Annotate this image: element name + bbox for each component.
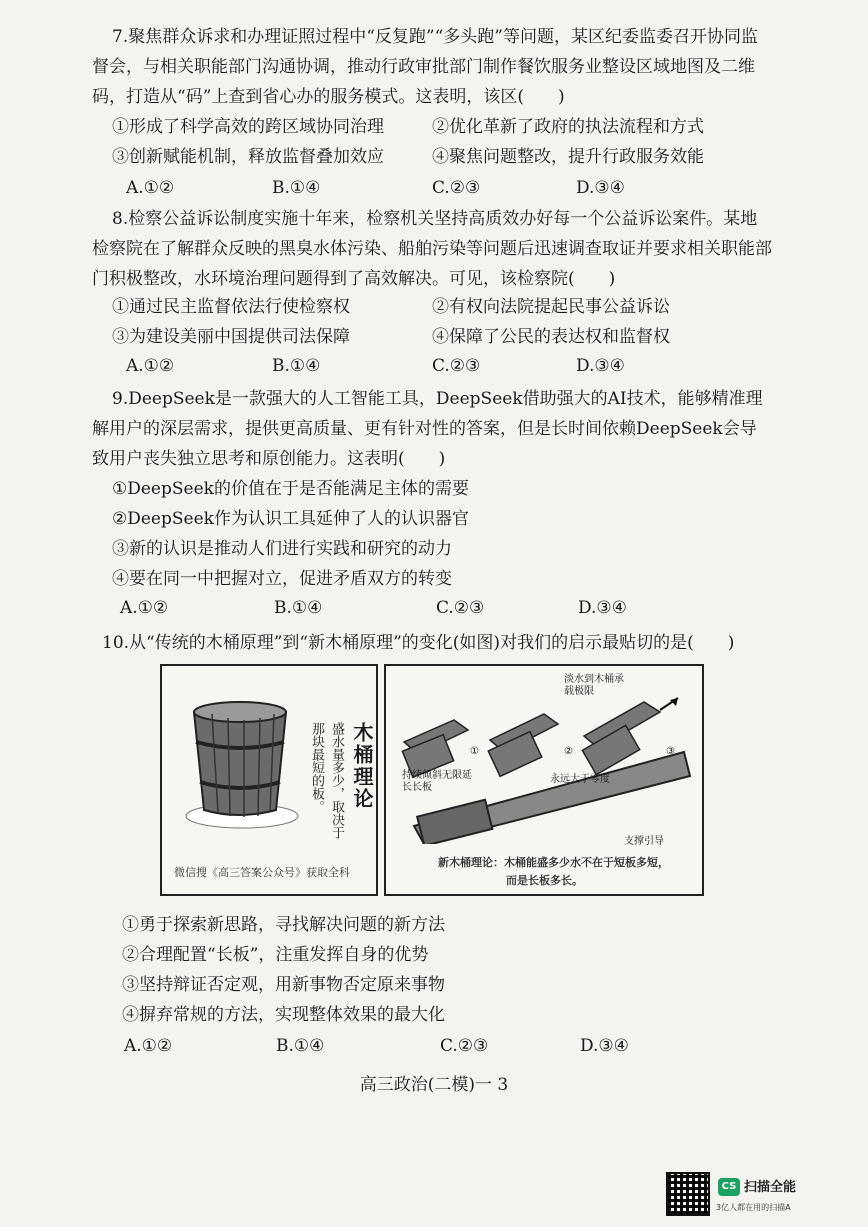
new-barrel-caption-1: 新木桶理论：木桶能盛多少水不在于短板多短， <box>438 856 669 869</box>
question-10-stem: 10.从“传统的木桶原理”到“新木桶原理”的变化(如图)对我们的启示最贴切的是( ) <box>102 633 735 653</box>
question-9-stem: 9.DeepSeek是一款强大的人工智能工具，DeepSeek借助强大的AI技术，能够精准理解用户的深层需求，提供更高质量、更有针对性的答案，但是长时间依赖DeepSeek会导致用户丧失独立思考和原创能力。这表明( ) <box>92 389 763 469</box>
question-9-option-1: ①DeepSeek的价值在于是否能满足主体的需要 <box>112 479 469 499</box>
question-8-choice-b: B.①④ <box>272 356 321 376</box>
traditional-barrel-title: 木桶理论 <box>350 722 374 810</box>
new-barrel-label-top: 淡水到木桶承载极限 <box>564 674 624 697</box>
question-8-choice-d: D.③④ <box>576 356 625 376</box>
question-7-option-2: ②优化革新了政府的执法流程和方式 <box>432 117 704 137</box>
question-7-option-4: ④聚焦问题整改，提升行政服务效能 <box>432 147 704 167</box>
barrel-theory-figure <box>160 664 704 896</box>
question-9-option-2: ②DeepSeek作为认识工具延伸了人的认识器官 <box>112 509 469 529</box>
new-barrel-step-2: ② <box>564 746 573 757</box>
question-8 <box>92 204 772 294</box>
new-barrel-step-3: ③ <box>666 746 675 757</box>
question-8-choice-a: A.①② <box>126 356 175 376</box>
new-barrel-caption-2: 而是长板多长。 <box>506 874 583 887</box>
new-barrel-panel <box>384 664 704 896</box>
question-8-option-2: ②有权向法院提起民事公益诉讼 <box>432 297 670 317</box>
new-barrel-step-1: ① <box>470 746 479 757</box>
qr-code-icon <box>666 1172 710 1216</box>
page-footer: 高三政治(二模)一 3 <box>359 1075 509 1095</box>
camscanner-name: 扫描全能 <box>744 1180 797 1195</box>
question-10-choice-b: B.①④ <box>276 1036 325 1056</box>
question-7-option-3: ③创新赋能机制，释放监督叠加效应 <box>112 147 384 167</box>
question-9 <box>92 384 772 474</box>
question-8-options <box>112 292 772 352</box>
question-10 <box>102 628 782 658</box>
question-10-option-4: ④摒弃常规的方法，实现整体效果的最大化 <box>122 1005 445 1025</box>
question-7-stem: 7.聚焦群众诉求和办理证照过程中“反复跑”“多头跑”等问题，某区纪委监委召开协同监督会，与相关职能部门沟通协调，推动行政审批部门制作餐饮服务业整设区域地图及二维码，打造从“码”上查到省心办的服务模式。这表明，该区( ) <box>92 27 758 107</box>
question-9-option-4: ④要在同一中把握对立，促进矛盾双方的转变 <box>112 569 452 589</box>
camscanner-subtitle: 3亿人都在用的扫描A <box>716 1203 791 1212</box>
new-barrel-label-left: 持续倾斜无限延长长板 <box>402 770 472 793</box>
wooden-barrel-illustration <box>172 692 302 832</box>
question-10-options <box>122 910 782 1030</box>
question-7-choice-d: D.③④ <box>576 178 625 198</box>
traditional-barrel-text-2: 那块最短的板。 <box>309 722 324 813</box>
question-7-choice-a: A.①② <box>126 178 175 198</box>
question-7 <box>92 22 772 112</box>
scanner-badge <box>666 1172 866 1220</box>
traditional-barrel-caption: 微信搜《高三答案公众号》获取全科 <box>174 866 350 879</box>
tilted-barrels-illustration <box>394 694 694 844</box>
question-10-option-1: ①勇于探索新思路，寻找解决问题的新方法 <box>122 915 445 935</box>
question-9-choice-c: C.②③ <box>436 598 485 618</box>
question-9-option-3: ③新的认识是推动人们进行实践和研究的动力 <box>112 539 452 559</box>
question-7-choice-c: C.②③ <box>432 178 481 198</box>
question-8-choice-c: C.②③ <box>432 356 481 376</box>
question-9-options <box>112 474 772 594</box>
question-9-choice-a: A.①② <box>120 598 169 618</box>
traditional-barrel-panel <box>160 664 378 896</box>
new-barrel-label-mid: 永远大于零度 <box>550 774 610 785</box>
question-8-option-4: ④保障了公民的表达权和监督权 <box>432 327 670 347</box>
question-10-choice-c: C.②③ <box>440 1036 489 1056</box>
question-8-option-1: ①通过民主监督依法行使检察权 <box>112 297 350 317</box>
question-7-options <box>112 112 772 172</box>
question-7-option-1: ①形成了科学高效的跨区域协同治理 <box>112 117 384 137</box>
traditional-barrel-text-1: 盛水量多少，取决于 <box>329 722 344 839</box>
question-9-choice-d: D.③④ <box>578 598 627 618</box>
camscanner-logo-icon: CS <box>718 1178 740 1196</box>
question-10-option-3: ③坚持辩证否定观，用新事物否定原来事物 <box>122 975 445 995</box>
question-10-choice-d: D.③④ <box>580 1036 629 1056</box>
question-7-choice-b: B.①④ <box>272 178 321 198</box>
question-9-choice-b: B.①④ <box>274 598 323 618</box>
question-10-choice-a: A.①② <box>124 1036 173 1056</box>
question-10-option-2: ②合理配置“长板”，注重发挥自身的优势 <box>122 945 429 965</box>
question-8-option-3: ③为建设美丽中国提供司法保障 <box>112 327 350 347</box>
new-barrel-label-support: 支撑引导 <box>624 836 664 847</box>
question-8-stem: 8.检察公益诉讼制度实施十年来，检察机关坚持高质效办好每一个公益诉讼案件。某地检察院在了解群众反映的黑臭水体污染、船舶污染等问题后迅速调查取证并要求相关职能部门积极整改，水环境治理问题得到了高效解决。可见，该检察院( ) <box>92 209 772 289</box>
